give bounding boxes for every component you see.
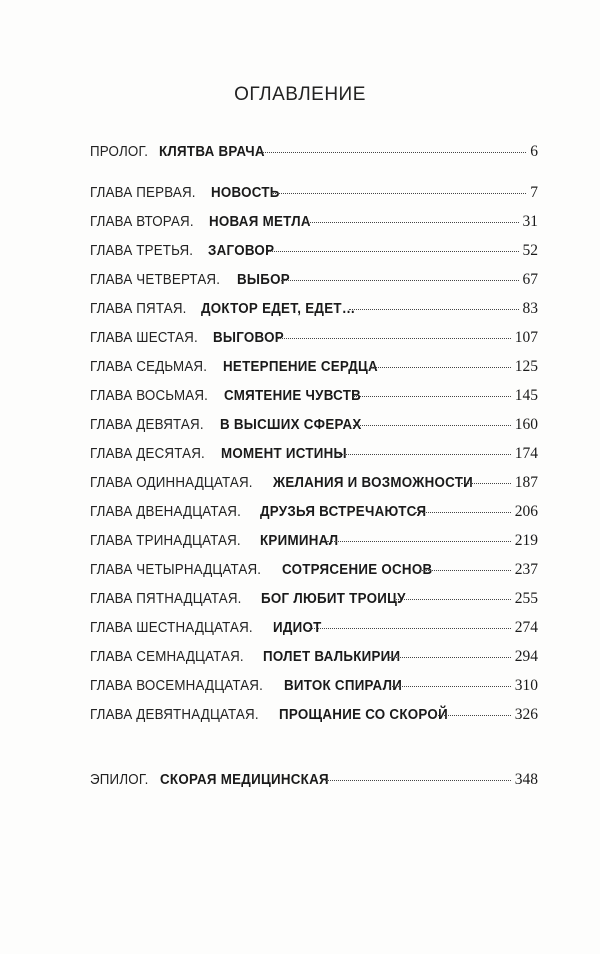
toc-entry-heading [90,330,290,346]
dot-leader [390,686,511,687]
toc-entry-title: ДОКТОР ЕДЕТ, ЕДЕТ… [200,301,356,317]
toc-prologue [90,143,538,172]
toc-entry-page-number: 348 [514,771,538,788]
dot-leader [353,396,510,397]
toc-entry[interactable] [90,143,538,172]
toc-entry[interactable] [90,242,538,271]
toc-entry-label: ГЛАВА ПЯТАЯ. [90,301,187,317]
dot-leader [339,454,511,455]
toc-entry-label: ГЛАВА ПЕРВАЯ. [90,185,196,201]
dot-leader [370,367,511,368]
toc-entry-page-number: 255 [514,590,538,607]
toc-entry[interactable] [90,184,538,213]
toc-entry-title: МОМЕНТ ИСТИНЫ [220,446,347,462]
toc-entry[interactable] [90,677,538,706]
toc-entry[interactable] [90,619,538,648]
toc-entry-label: ГЛАВА СЕДЬМАЯ. [90,359,208,375]
toc-entry-label: ГЛАВА ТРИНАДЦАТАЯ. [90,533,241,549]
toc-entry-title: НОВОСТЬ [210,185,280,201]
toc-entry-label: ГЛАВА СЕМНАДЦАТАЯ. [90,649,244,665]
toc-entry-title: ВИТОК СПИРАЛИ [284,678,403,694]
toc-entry-label: ГЛАВА ВТОРАЯ. [90,214,194,230]
toc-entry-title: ПОЛЕТ ВАЛЬКИРИИ [263,649,401,665]
toc-entry-heading [90,649,413,665]
toc-entry-heading [90,359,392,375]
toc-entry[interactable] [90,561,538,590]
toc-entry-page-number: 6 [530,143,538,160]
dot-leader [353,425,511,426]
toc-entry-page-number: 7 [530,184,538,201]
toc-entry-label: ГЛАВА ТРЕТЬЯ. [90,243,194,259]
toc-entry-title: СОТРЯСЕНИЕ ОСНОВ [282,562,433,578]
toc-entry-title: НОВАЯ МЕТЛА [208,214,311,230]
toc-entry-heading [90,533,345,549]
toc-entry-title: СКОРАЯ МЕДИЦИНСКАЯ [159,772,329,788]
dot-leader [325,780,510,781]
toc-epilogue [90,771,538,800]
toc-entry-heading [90,417,374,433]
dot-leader [461,483,511,484]
toc-entry-label: ГЛАВА ДЕВЯТНАДЦАТАЯ. [90,707,259,723]
toc-entry-page-number: 52 [522,242,538,259]
toc-entry[interactable] [90,300,538,329]
toc-entry[interactable] [90,771,538,800]
toc-entry-title: ДРУЗЬЯ ВСТРЕЧАЮТСЯ [260,504,427,520]
toc-entry[interactable] [90,213,538,242]
toc-entry-page-number: 310 [514,677,538,694]
toc-entry-page-number: 187 [514,474,538,491]
toc-entry-title: КЛЯТВА ВРАЧА [159,144,266,160]
toc-entry-label: ЭПИЛОГ. [90,772,149,788]
dot-leader [419,570,511,571]
toc-entry-title: ПРОЩАНИЕ СО СКОРОЙ [279,707,449,723]
toc-entry-label: ГЛАВА ВОСЬМАЯ. [90,388,209,404]
toc-entry-label: ГЛАВА ДЕВЯТАЯ. [90,417,204,433]
toc-entry-page-number: 31 [522,213,538,230]
toc-entry-label: ГЛАВА ВОСЕМНАДЦАТАЯ. [90,678,264,694]
toc-entry[interactable] [90,329,538,358]
toc-entry-heading [90,772,343,788]
dot-leader [389,657,511,658]
dot-leader [394,599,511,600]
dot-leader [273,193,526,194]
toc-entry-heading [90,446,358,462]
toc-entry-heading [90,591,418,607]
dot-leader [277,338,511,339]
toc-entry-title: ВЫБОР [237,272,291,288]
toc-entry-title: ЖЕЛАНИЯ И ВОЗМОЖНОСТИ [272,475,473,491]
page-title: ОГЛАВЛЕНИЕ [234,84,366,105]
toc-entry-page-number: 326 [514,706,538,723]
toc-entry-page-number: 160 [514,416,538,433]
toc-entry-page-number: 67 [522,271,538,288]
dot-leader [309,628,511,629]
toc-entry-heading [90,620,326,636]
toc-entry[interactable] [90,416,538,445]
toc-entry-page-number: 237 [514,561,538,578]
toc-entry-heading [90,475,490,491]
toc-entry[interactable] [90,358,538,387]
dot-leader [327,541,511,542]
toc-entry-label: ПРОЛОГ. [90,144,149,160]
toc-entry-label: ГЛАВА ЧЕТВЕРТАЯ. [90,272,221,288]
dot-leader [262,152,526,153]
toc-entry[interactable] [90,445,538,474]
toc-entry-heading [90,214,319,230]
dot-leader [281,280,518,281]
dot-leader [415,512,510,513]
toc-entry-page-number: 83 [522,300,538,317]
dot-leader [268,251,519,252]
toc-entry[interactable] [90,648,538,677]
toc-entry-page-number: 274 [514,619,538,636]
toc-entry-label: ГЛАВА ШЕСТАЯ. [90,330,198,346]
toc-entry-page-number: 219 [514,532,538,549]
toc-entry-title: СМЯТЕНИЕ ЧУВСТВ [224,388,362,404]
toc-entry-page-number: 294 [514,648,538,665]
toc-entry-heading [90,185,285,201]
toc-entry-page-number: 206 [514,503,538,520]
toc-entry-title: ЗАГОВОР [208,243,275,259]
toc-entry-title: БОГ ЛЮБИТ ТРОИЦУ [260,591,406,607]
toc-entry-label: ГЛАВА ПЯТНАДЦАТАЯ. [90,591,242,607]
toc-entry-heading [90,301,369,317]
toc-entry-page-number: 145 [514,387,538,404]
toc-entry-heading [90,272,295,288]
toc-entry-heading [90,504,441,520]
dot-leader [436,715,511,716]
dot-leader [304,222,519,223]
dot-leader [349,309,519,310]
toc-entry-label: ГЛАВА ШЕСТНАДЦАТАЯ. [90,620,253,636]
toc-entry-title: В ВЫСШИХ СФЕРАХ [219,417,362,433]
toc-entry-title: ИДИОТ [272,620,322,636]
toc-entry-heading [90,144,274,160]
toc-entry[interactable] [90,532,538,561]
toc-entry-label: ГЛАВА ОДИННАДЦАТАЯ. [90,475,253,491]
toc-entry[interactable] [90,590,538,619]
toc-entry-heading [90,562,446,578]
toc-entry-heading [90,243,280,259]
toc-entry-page-number: 107 [514,329,538,346]
toc-entry-title: КРИМИНАЛ [259,533,339,549]
toc-entry[interactable] [90,271,538,300]
toc-entry[interactable] [90,474,538,503]
toc-entry-heading [90,707,463,723]
toc-entry-label: ГЛАВА ДЕСЯТАЯ. [90,446,205,462]
toc-entry-page-number: 174 [514,445,538,462]
toc-entry-label: ГЛАВА ДВЕНАДЦАТАЯ. [90,504,242,520]
toc-entry-heading [90,678,412,694]
toc-entry-label: ГЛАВА ЧЕТЫРНАДЦАТАЯ. [90,562,262,578]
toc-chapters [90,184,538,735]
toc-entry[interactable] [90,387,538,416]
toc-entry-title: ВЫГОВОР [213,330,285,346]
toc-entry[interactable] [90,503,538,532]
toc-entry-page-number: 125 [514,358,538,375]
toc-entry-heading [90,388,373,404]
toc-entry[interactable] [90,706,538,735]
toc-entry-title: НЕТЕРПЕНИЕ СЕРДЦА [223,359,379,375]
